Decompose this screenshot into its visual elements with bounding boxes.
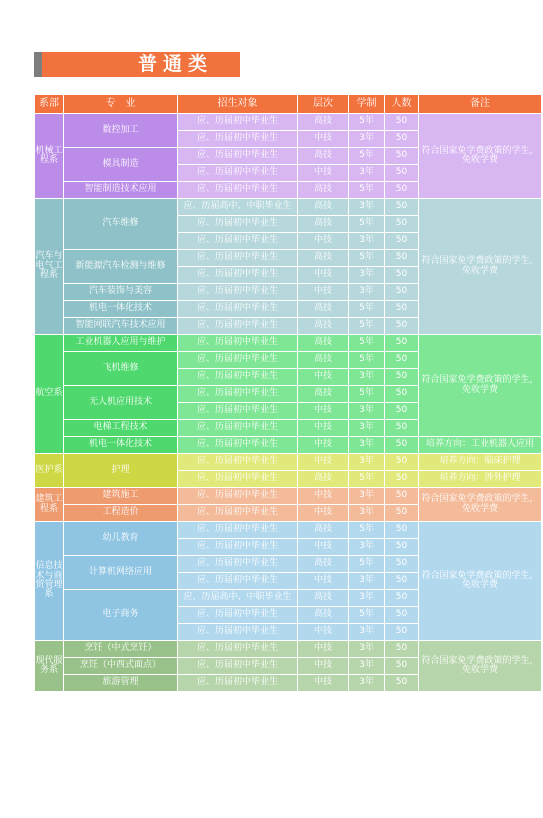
years-cell: 5年 (349, 301, 385, 318)
count-cell: 50 (385, 607, 419, 624)
section-title-banner (34, 52, 240, 77)
years-cell: 3年 (349, 624, 385, 641)
table-row (35, 641, 542, 658)
count-cell: 50 (385, 131, 419, 148)
count-cell: 50 (385, 590, 419, 607)
table-row (35, 199, 542, 216)
years-cell: 3年 (349, 199, 385, 216)
target-cell: 应、历届初中毕业生 (178, 641, 298, 658)
table-header-row (35, 95, 542, 114)
years-cell: 5年 (349, 114, 385, 131)
major-name-cell: 模具制造 (64, 148, 178, 182)
target-cell: 应、历届初中毕业生 (178, 335, 298, 352)
major-name-cell: 计算机网络应用 (64, 556, 178, 590)
years-cell: 5年 (349, 250, 385, 267)
level-cell: 高技 (298, 607, 349, 624)
count-cell: 50 (385, 505, 419, 522)
table-row (35, 335, 542, 352)
level-cell: 高技 (298, 216, 349, 233)
note-cell: 符合国家免学费政策的学生，免收学费 (419, 199, 542, 335)
note-cell: 符合国家免学费政策的学生，免收学费 (419, 641, 542, 692)
years-cell: 3年 (349, 165, 385, 182)
count-cell: 50 (385, 488, 419, 505)
table-row (35, 454, 542, 471)
major-name-cell: 新能源汽车检测与维修 (64, 250, 178, 284)
level-cell: 高技 (298, 352, 349, 369)
level-cell: 高技 (298, 590, 349, 607)
level-cell: 中技 (298, 233, 349, 250)
count-cell: 50 (385, 114, 419, 131)
count-cell: 50 (385, 301, 419, 318)
target-cell: 应、历届初中毕业生 (178, 267, 298, 284)
level-cell: 中技 (298, 403, 349, 420)
dept-name-cell: 医护系 (35, 454, 64, 488)
years-cell: 3年 (349, 284, 385, 301)
header-years: 学制 (349, 95, 385, 114)
major-name-cell: 烹饪（中西式面点） (64, 658, 178, 675)
note-cell: 培养方向：工业机器人应用 (419, 437, 542, 454)
years-cell: 3年 (349, 403, 385, 420)
years-cell: 3年 (349, 233, 385, 250)
major-name-cell: 护理 (64, 454, 178, 488)
count-cell: 50 (385, 437, 419, 454)
target-cell: 应、历届高中、中职毕业生 (178, 590, 298, 607)
level-cell: 高技 (298, 250, 349, 267)
target-cell: 应、历届初中毕业生 (178, 301, 298, 318)
header-note: 备注 (419, 95, 542, 114)
level-cell: 中技 (298, 624, 349, 641)
count-cell: 50 (385, 386, 419, 403)
count-cell: 50 (385, 352, 419, 369)
target-cell: 应、历届初中毕业生 (178, 114, 298, 131)
count-cell: 50 (385, 573, 419, 590)
years-cell: 3年 (349, 420, 385, 437)
page-title: 普通类 (138, 53, 214, 75)
target-cell: 应、历届初中毕业生 (178, 131, 298, 148)
years-cell: 3年 (349, 641, 385, 658)
target-cell: 应、历届初中毕业生 (178, 420, 298, 437)
target-cell: 应、历届初中毕业生 (178, 522, 298, 539)
target-cell: 应、历届初中毕业生 (178, 539, 298, 556)
years-cell: 3年 (349, 658, 385, 675)
major-name-cell: 无人机应用技术 (64, 386, 178, 420)
target-cell: 应、历届初中毕业生 (178, 658, 298, 675)
level-cell: 高技 (298, 182, 349, 199)
target-cell: 应、历届初中毕业生 (178, 233, 298, 250)
level-cell: 高技 (298, 335, 349, 352)
level-cell: 高技 (298, 148, 349, 165)
target-cell: 应、历届初中毕业生 (178, 488, 298, 505)
years-cell: 3年 (349, 131, 385, 148)
target-cell: 应、历届初中毕业生 (178, 318, 298, 335)
major-name-cell: 旅游管理 (64, 675, 178, 692)
level-cell: 高技 (298, 386, 349, 403)
table-row (35, 437, 542, 454)
major-name-cell: 烹饪（中式烹饪） (64, 641, 178, 658)
years-cell: 3年 (349, 590, 385, 607)
major-name-cell: 幼儿教育 (64, 522, 178, 556)
header-target: 招生对象 (178, 95, 298, 114)
major-name-cell: 工业机器人应用与维护 (64, 335, 178, 352)
years-cell: 3年 (349, 369, 385, 386)
count-cell: 50 (385, 284, 419, 301)
note-cell: 符合国家免学费政策的学生，免收学费 (419, 488, 542, 522)
level-cell: 高技 (298, 318, 349, 335)
title-accent-bar (34, 52, 42, 77)
major-name-cell: 数控加工 (64, 114, 178, 148)
target-cell: 应、历届初中毕业生 (178, 216, 298, 233)
level-cell: 中技 (298, 573, 349, 590)
years-cell: 5年 (349, 318, 385, 335)
count-cell: 50 (385, 420, 419, 437)
level-cell: 中技 (298, 165, 349, 182)
level-cell: 中技 (298, 539, 349, 556)
level-cell: 高技 (298, 301, 349, 318)
count-cell: 50 (385, 369, 419, 386)
level-cell: 高技 (298, 471, 349, 488)
header-level: 层次 (298, 95, 349, 114)
target-cell: 应、历届初中毕业生 (178, 573, 298, 590)
major-name-cell: 智能制造技术应用 (64, 182, 178, 199)
major-name-cell: 电梯工程技术 (64, 420, 178, 437)
count-cell: 50 (385, 216, 419, 233)
level-cell: 高技 (298, 522, 349, 539)
major-name-cell: 飞机维修 (64, 352, 178, 386)
target-cell: 应、历届初中毕业生 (178, 505, 298, 522)
years-cell: 3年 (349, 675, 385, 692)
note-cell: 培养方向：临床护理 (419, 454, 542, 471)
years-cell: 5年 (349, 386, 385, 403)
count-cell: 50 (385, 267, 419, 284)
years-cell: 3年 (349, 505, 385, 522)
count-cell: 50 (385, 522, 419, 539)
table-body (35, 114, 542, 692)
level-cell: 中技 (298, 641, 349, 658)
count-cell: 50 (385, 403, 419, 420)
years-cell: 5年 (349, 471, 385, 488)
level-cell: 高技 (298, 114, 349, 131)
target-cell: 应、历届初中毕业生 (178, 454, 298, 471)
years-cell: 3年 (349, 267, 385, 284)
years-cell: 3年 (349, 488, 385, 505)
level-cell: 高技 (298, 556, 349, 573)
level-cell: 中技 (298, 658, 349, 675)
count-cell: 50 (385, 675, 419, 692)
count-cell: 50 (385, 539, 419, 556)
level-cell: 中技 (298, 675, 349, 692)
count-cell: 50 (385, 641, 419, 658)
level-cell: 中技 (298, 267, 349, 284)
level-cell: 中技 (298, 420, 349, 437)
target-cell: 应、历届初中毕业生 (178, 675, 298, 692)
years-cell: 5年 (349, 556, 385, 573)
note-cell: 符合国家免学费政策的学生，免收学费 (419, 335, 542, 437)
major-name-cell: 智能网联汽车技术应用 (64, 318, 178, 335)
dept-name-cell: 现代服务系 (35, 641, 64, 692)
years-cell: 5年 (349, 607, 385, 624)
level-cell: 中技 (298, 369, 349, 386)
level-cell: 中技 (298, 284, 349, 301)
major-name-cell: 汽车装饰与美容 (64, 284, 178, 301)
level-cell: 中技 (298, 437, 349, 454)
count-cell: 50 (385, 556, 419, 573)
count-cell: 50 (385, 148, 419, 165)
dept-name-cell: 机械工程系 (35, 114, 64, 199)
header-major: 专 业 (64, 95, 178, 114)
target-cell: 应、历届初中毕业生 (178, 250, 298, 267)
note-cell: 符合国家免学费政策的学生，免收学费 (419, 522, 542, 641)
years-cell: 3年 (349, 437, 385, 454)
years-cell: 5年 (349, 148, 385, 165)
count-cell: 50 (385, 454, 419, 471)
dept-name-cell: 建筑工程系 (35, 488, 64, 522)
count-cell: 50 (385, 318, 419, 335)
target-cell: 应、历届高中、中职毕业生 (178, 199, 298, 216)
count-cell: 50 (385, 165, 419, 182)
level-cell: 中技 (298, 131, 349, 148)
years-cell: 5年 (349, 335, 385, 352)
note-cell: 培养方向：涉外护理 (419, 471, 542, 488)
years-cell: 5年 (349, 216, 385, 233)
table-row (35, 488, 542, 505)
count-cell: 50 (385, 250, 419, 267)
major-name-cell: 汽车维修 (64, 199, 178, 250)
target-cell: 应、历届初中毕业生 (178, 386, 298, 403)
table-row (35, 114, 542, 131)
target-cell: 应、历届初中毕业生 (178, 148, 298, 165)
major-name-cell: 建筑施工 (64, 488, 178, 505)
enrollment-table (34, 94, 542, 692)
target-cell: 应、历届初中毕业生 (178, 607, 298, 624)
level-cell: 中技 (298, 454, 349, 471)
target-cell: 应、历届初中毕业生 (178, 624, 298, 641)
target-cell: 应、历届初中毕业生 (178, 165, 298, 182)
target-cell: 应、历届初中毕业生 (178, 437, 298, 454)
target-cell: 应、历届初中毕业生 (178, 369, 298, 386)
count-cell: 50 (385, 233, 419, 250)
years-cell: 3年 (349, 539, 385, 556)
target-cell: 应、历届初中毕业生 (178, 471, 298, 488)
dept-name-cell: 信息技术与商贸管理系 (35, 522, 64, 641)
count-cell: 50 (385, 471, 419, 488)
count-cell: 50 (385, 658, 419, 675)
target-cell: 应、历届初中毕业生 (178, 556, 298, 573)
years-cell: 3年 (349, 573, 385, 590)
count-cell: 50 (385, 199, 419, 216)
years-cell: 5年 (349, 352, 385, 369)
level-cell: 高技 (298, 199, 349, 216)
header-count: 人数 (385, 95, 419, 114)
target-cell: 应、历届初中毕业生 (178, 403, 298, 420)
major-name-cell: 机电一体化技术 (64, 437, 178, 454)
dept-name-cell: 汽车与电气工程系 (35, 199, 64, 335)
target-cell: 应、历届初中毕业生 (178, 284, 298, 301)
major-name-cell: 电子商务 (64, 590, 178, 641)
years-cell: 5年 (349, 522, 385, 539)
years-cell: 5年 (349, 182, 385, 199)
level-cell: 中技 (298, 505, 349, 522)
header-dept: 系部 (35, 95, 64, 114)
target-cell: 应、历届初中毕业生 (178, 182, 298, 199)
count-cell: 50 (385, 335, 419, 352)
major-name-cell: 工程造价 (64, 505, 178, 522)
major-name-cell: 机电一体化技术 (64, 301, 178, 318)
dept-name-cell: 航空系 (35, 335, 64, 454)
note-cell: 符合国家免学费政策的学生，免收学费 (419, 114, 542, 199)
level-cell: 中技 (298, 488, 349, 505)
target-cell: 应、历届初中毕业生 (178, 352, 298, 369)
table-row (35, 522, 542, 539)
count-cell: 50 (385, 182, 419, 199)
count-cell: 50 (385, 624, 419, 641)
years-cell: 3年 (349, 454, 385, 471)
